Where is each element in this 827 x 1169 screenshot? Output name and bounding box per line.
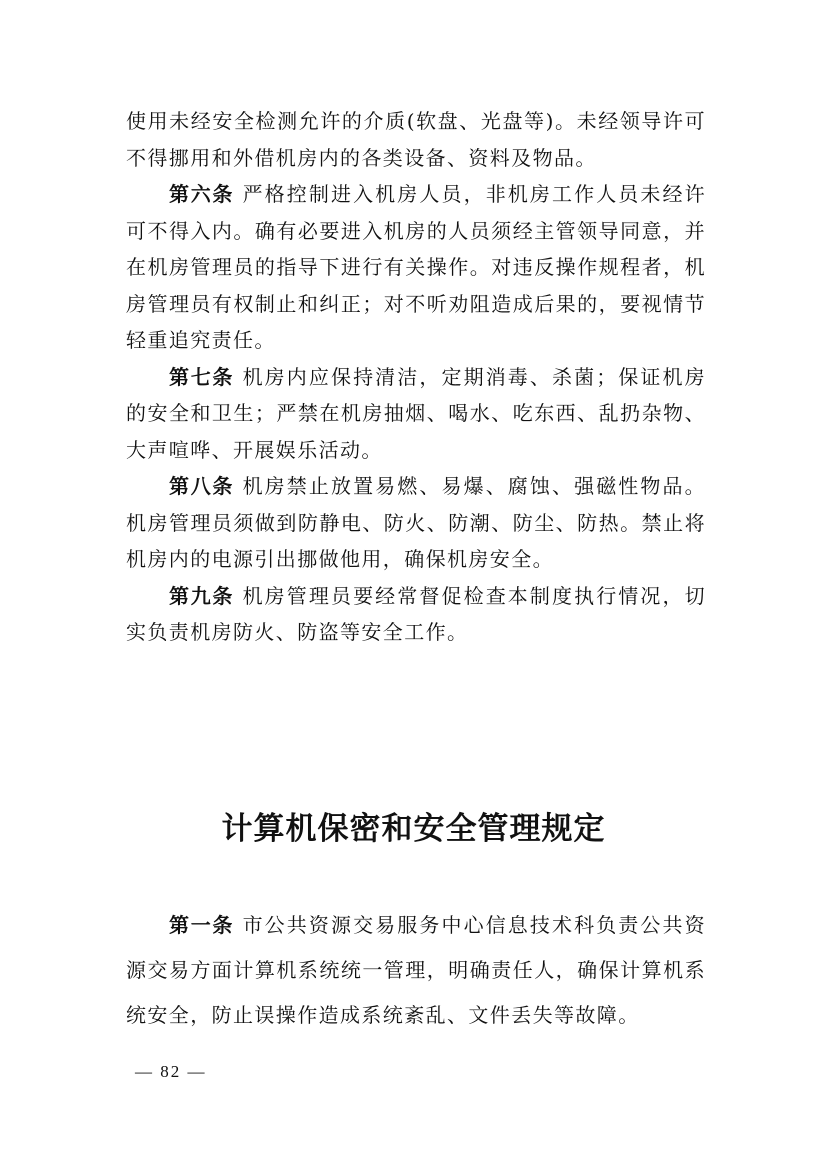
article-label: 第九条 <box>169 583 235 608</box>
article-text: 机房禁止放置易燃、易爆、腐蚀、强磁性物品。机房管理员须做到防静电、防火、防潮、防尘、防热。禁止将机房内的电源引出挪做他用，确保机房安全。 <box>126 474 707 571</box>
article-7 <box>126 359 706 469</box>
article-9 <box>126 578 706 651</box>
article-label: 第七条 <box>169 364 235 389</box>
section-article-1 <box>126 903 706 1038</box>
article-label: 第一条 <box>169 913 235 937</box>
page-number: — 82 — <box>135 1062 207 1081</box>
paragraph-text: 使用未经安全检测允许的介质(软盘、光盘等)。未经领导许可不得挪用和外借机房内的各类设备、资料及物品。 <box>126 109 706 170</box>
article-text: 市公共资源交易服务中心信息技术科负责公共资源交易方面计算机系统统一管理，明确责任人，确保计算机系统安全，防止误操作造成系统紊乱、文件丢失等故障。 <box>126 913 707 1027</box>
article-label: 第八条 <box>169 474 235 498</box>
section-title: 计算机保密和安全管理规定 <box>221 811 606 847</box>
article-text: 严格控制进入机房人员，非机房工作人员未经许可不得入内。确有必要进入机房的人员须经主管领导同意，并在机房管理员的指导下进行有关操作。对违反操作规程者，机房管理员有权制止和纠正；对不听劝阻造成后果的，要视情节轻重追究责任。 <box>126 182 707 352</box>
section-body <box>126 903 706 1038</box>
article-label: 第六条 <box>169 182 235 206</box>
article-8 <box>126 468 706 578</box>
paragraph-continuation <box>126 103 706 176</box>
article-6 <box>126 176 706 359</box>
article-text: 机房内应保持清洁，定期消毒、杀菌；保证机房的安全和卫生；严禁在机房抽烟、喝水、吃东西、乱扔杂物、大声喧哗、开展娱乐活动。 <box>126 364 707 462</box>
body-text <box>126 103 706 651</box>
article-text: 机房管理员要经常督促检查本制度执行情况，切实负责机房防火、防盗等安全工作。 <box>126 583 707 644</box>
